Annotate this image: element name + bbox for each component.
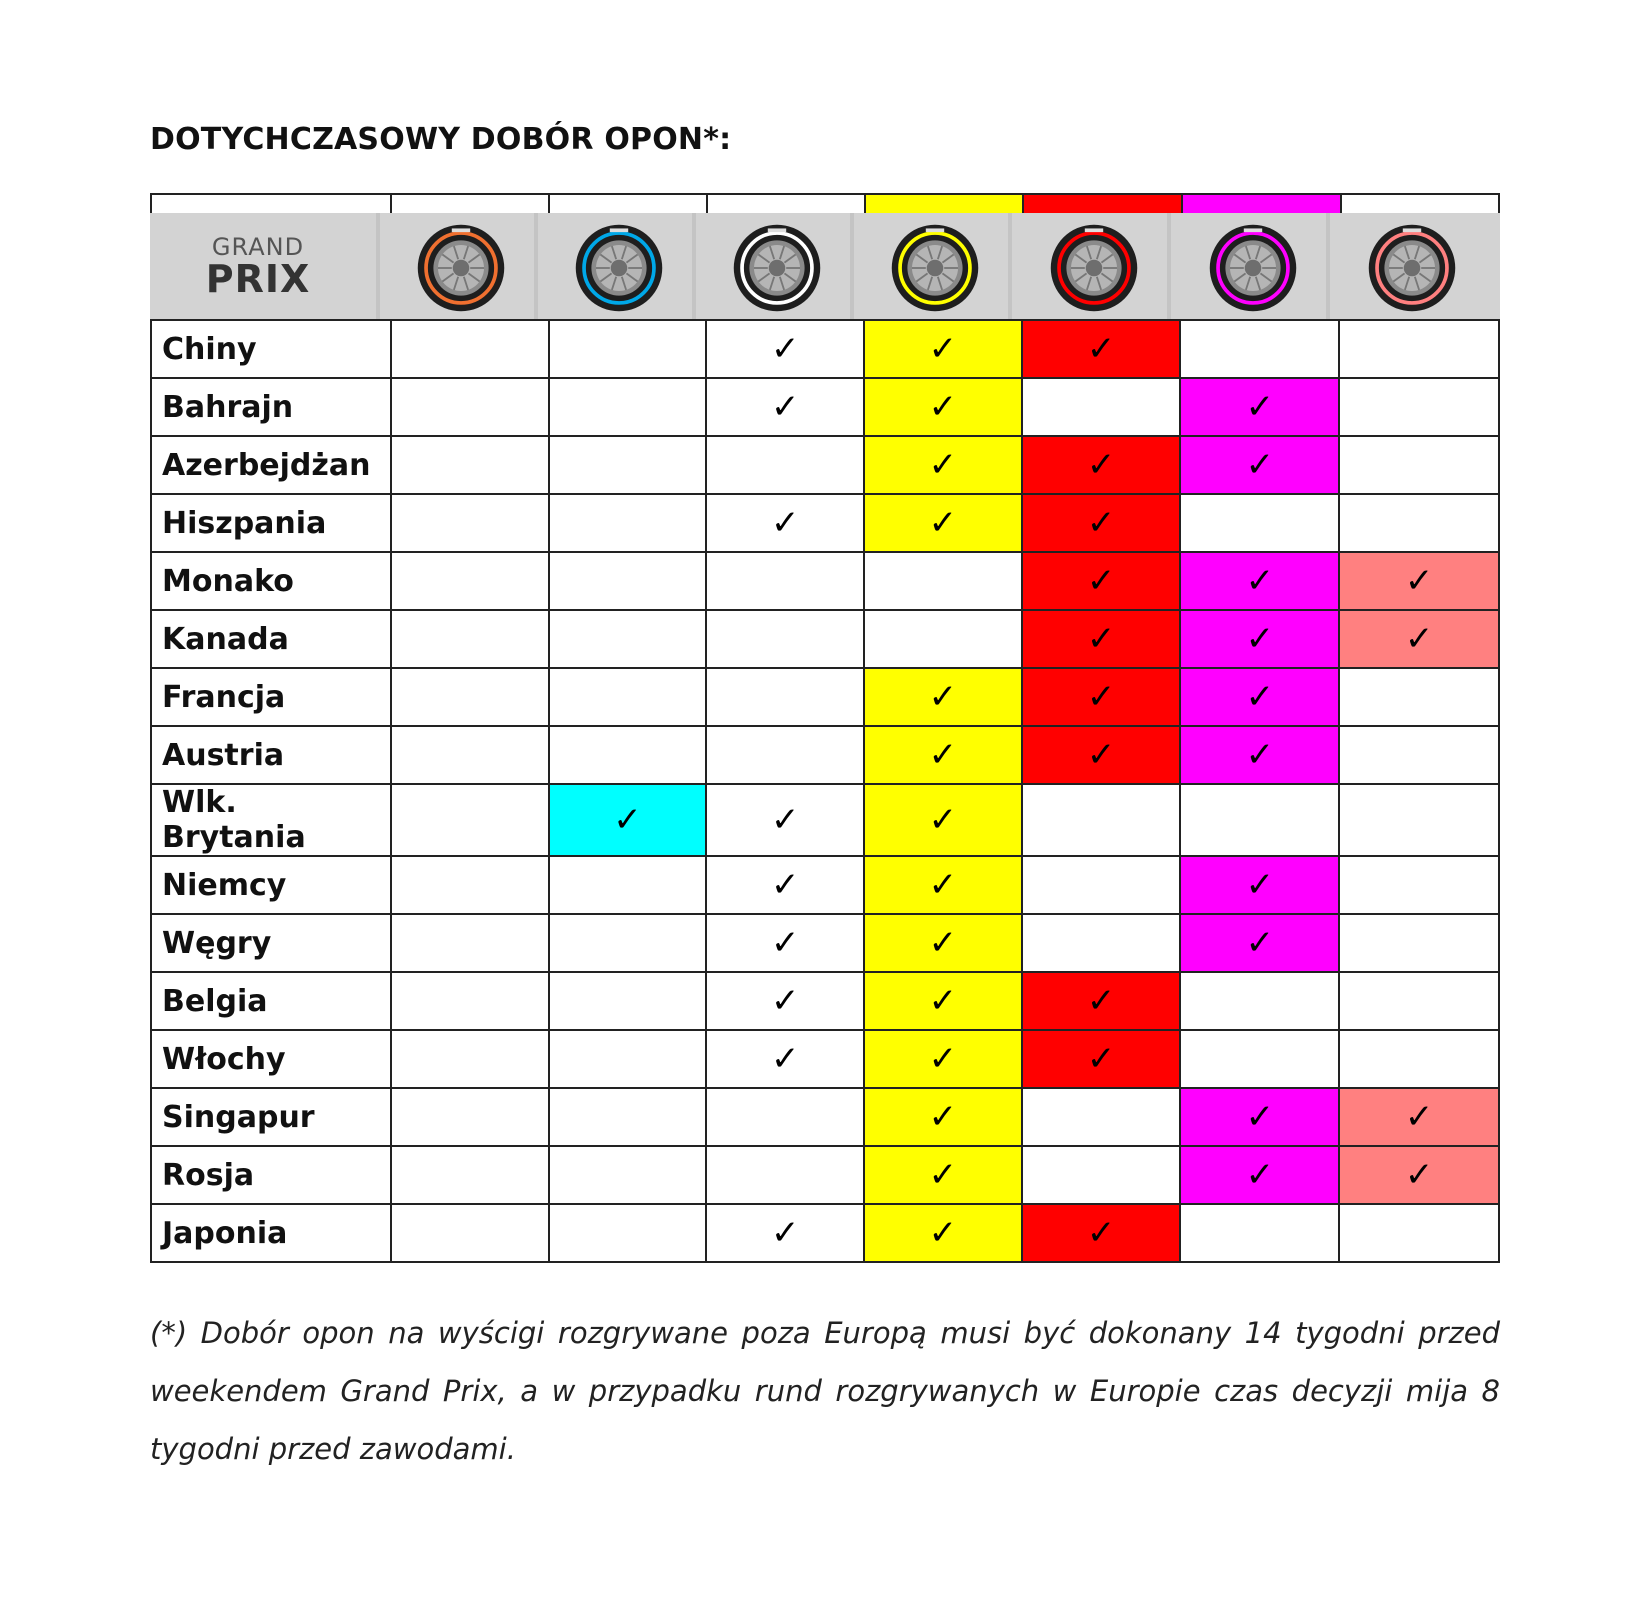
country-cell: Hiszpania bbox=[151, 494, 391, 552]
compound-cell bbox=[1022, 378, 1181, 436]
compound-cell bbox=[1339, 726, 1499, 784]
compound-cell bbox=[391, 914, 549, 972]
check-mark: ✓ bbox=[770, 387, 800, 427]
header-separator bbox=[1008, 213, 1012, 319]
compound-cell bbox=[706, 668, 864, 726]
compound-cell bbox=[391, 436, 549, 494]
compound-cell bbox=[1022, 972, 1181, 1030]
table-row bbox=[151, 784, 1499, 856]
header-separator bbox=[376, 213, 380, 319]
check-mark: ✓ bbox=[1086, 1039, 1116, 1079]
compound-cell bbox=[1022, 784, 1181, 856]
country-cell: Azerbejdżan bbox=[151, 436, 391, 494]
compound-cell bbox=[1339, 494, 1499, 552]
check-mark: ✓ bbox=[1404, 561, 1434, 601]
check-mark: ✓ bbox=[1404, 1155, 1434, 1195]
compound-cell bbox=[864, 610, 1022, 668]
table-row bbox=[151, 726, 1499, 784]
check-mark: ✓ bbox=[770, 1039, 800, 1079]
compound-cell bbox=[864, 320, 1022, 378]
compound-cell bbox=[1339, 784, 1499, 856]
compound-cell bbox=[1022, 1204, 1181, 1262]
compound-cell bbox=[549, 726, 707, 784]
check-mark: ✓ bbox=[1245, 1097, 1275, 1137]
check-mark: ✓ bbox=[770, 923, 800, 963]
compound-cell bbox=[706, 1030, 864, 1088]
compound-cell bbox=[706, 914, 864, 972]
yellow-tyre-icon bbox=[889, 222, 981, 314]
compound-cell bbox=[1339, 1088, 1499, 1146]
check-mark: ✓ bbox=[1245, 735, 1275, 775]
compound-cell bbox=[1180, 320, 1339, 378]
compound-cell bbox=[549, 914, 707, 972]
white-tyre-icon bbox=[731, 222, 823, 314]
compound-cell bbox=[864, 1204, 1022, 1262]
compound-cell bbox=[1339, 552, 1499, 610]
check-mark: ✓ bbox=[770, 800, 800, 840]
red-tyre-icon bbox=[1048, 222, 1140, 314]
compound-cell bbox=[1180, 972, 1339, 1030]
header-strip-cell bbox=[864, 193, 1022, 213]
check-mark: ✓ bbox=[770, 865, 800, 905]
compound-cell bbox=[1180, 784, 1339, 856]
table-row bbox=[151, 494, 1499, 552]
tyre-grid bbox=[150, 319, 1500, 1263]
compound-cell bbox=[706, 436, 864, 494]
country-cell: Monako bbox=[151, 552, 391, 610]
country-cell: Węgry bbox=[151, 914, 391, 972]
compound-cell bbox=[706, 552, 864, 610]
compound-cell bbox=[391, 610, 549, 668]
country-cell: Bahrajn bbox=[151, 378, 391, 436]
compound-cell bbox=[706, 1088, 864, 1146]
compound-cell bbox=[391, 1088, 549, 1146]
page-title: DOTYCHCZASOWY DOBÓR OPON*: bbox=[150, 122, 732, 157]
header-strip-cell bbox=[1340, 193, 1500, 213]
compound-cell bbox=[864, 972, 1022, 1030]
check-mark: ✓ bbox=[928, 329, 958, 369]
compound-cell bbox=[706, 1204, 864, 1262]
compound-cell bbox=[391, 1204, 549, 1262]
compound-cell bbox=[391, 784, 549, 856]
check-mark: ✓ bbox=[1086, 503, 1116, 543]
check-mark: ✓ bbox=[1245, 865, 1275, 905]
compound-cell bbox=[549, 320, 707, 378]
check-mark: ✓ bbox=[1404, 1097, 1434, 1137]
compound-cell bbox=[1339, 610, 1499, 668]
compound-cell bbox=[1022, 1088, 1181, 1146]
check-mark: ✓ bbox=[928, 981, 958, 1021]
compound-cell bbox=[1339, 914, 1499, 972]
compound-cell bbox=[391, 856, 549, 914]
compound-cell bbox=[864, 668, 1022, 726]
table-row bbox=[151, 856, 1499, 914]
compound-cell bbox=[1339, 1030, 1499, 1088]
check-mark: ✓ bbox=[770, 329, 800, 369]
check-mark: ✓ bbox=[1086, 1213, 1116, 1253]
logo-line-1: GRAND bbox=[211, 233, 305, 261]
compound-cell bbox=[864, 856, 1022, 914]
compound-cell bbox=[706, 610, 864, 668]
compound-cell bbox=[549, 668, 707, 726]
header-separator bbox=[1167, 213, 1171, 319]
check-mark: ✓ bbox=[928, 1039, 958, 1079]
compound-cell bbox=[1022, 320, 1181, 378]
header-separator bbox=[850, 213, 854, 319]
compound-cell bbox=[549, 784, 707, 856]
compound-cell bbox=[1022, 856, 1181, 914]
check-mark: ✓ bbox=[1086, 445, 1116, 485]
compound-cell bbox=[706, 972, 864, 1030]
country-cell: Wlk. Brytania bbox=[151, 784, 391, 856]
check-mark: ✓ bbox=[1086, 619, 1116, 659]
logo-line-2: PRIX bbox=[205, 257, 311, 301]
compound-cell bbox=[864, 726, 1022, 784]
check-mark: ✓ bbox=[928, 1155, 958, 1195]
header-top-strip bbox=[150, 193, 1500, 213]
check-mark: ✓ bbox=[1245, 561, 1275, 601]
compound-cell bbox=[1022, 1146, 1181, 1204]
compound-cell bbox=[391, 972, 549, 1030]
header-strip-cell bbox=[390, 193, 548, 213]
table-row bbox=[151, 668, 1499, 726]
compound-cell bbox=[391, 320, 549, 378]
table-row bbox=[151, 610, 1499, 668]
compound-cell bbox=[706, 784, 864, 856]
check-mark: ✓ bbox=[1245, 445, 1275, 485]
compound-cell bbox=[1022, 668, 1181, 726]
compound-cell bbox=[1180, 726, 1339, 784]
compound-cell bbox=[864, 784, 1022, 856]
table-row bbox=[151, 320, 1499, 378]
country-cell: Chiny bbox=[151, 320, 391, 378]
orange-tyre-icon bbox=[415, 222, 507, 314]
compound-cell bbox=[1180, 1146, 1339, 1204]
check-mark: ✓ bbox=[1245, 1155, 1275, 1195]
check-mark: ✓ bbox=[928, 445, 958, 485]
compound-cell bbox=[549, 1146, 707, 1204]
compound-cell bbox=[549, 1030, 707, 1088]
compound-cell bbox=[864, 1088, 1022, 1146]
compound-cell bbox=[1180, 436, 1339, 494]
compound-cell bbox=[391, 378, 549, 436]
check-mark: ✓ bbox=[1245, 387, 1275, 427]
compound-cell bbox=[864, 378, 1022, 436]
check-mark: ✓ bbox=[770, 981, 800, 1021]
compound-cell bbox=[706, 1146, 864, 1204]
check-mark: ✓ bbox=[770, 503, 800, 543]
grand-prix-logo bbox=[150, 213, 366, 319]
table-row bbox=[151, 1146, 1499, 1204]
country-cell: Włochy bbox=[151, 1030, 391, 1088]
check-mark: ✓ bbox=[613, 800, 642, 840]
compound-cell bbox=[706, 320, 864, 378]
compound-cell bbox=[1180, 1204, 1339, 1262]
compound-cell bbox=[549, 378, 707, 436]
compound-cell bbox=[549, 856, 707, 914]
table-row bbox=[151, 1088, 1499, 1146]
compound-cell bbox=[706, 726, 864, 784]
compound-cell bbox=[391, 726, 549, 784]
compound-cell bbox=[391, 1030, 549, 1088]
check-mark: ✓ bbox=[1086, 981, 1116, 1021]
table-row bbox=[151, 552, 1499, 610]
compound-cell bbox=[1339, 320, 1499, 378]
country-cell: Francja bbox=[151, 668, 391, 726]
table-row bbox=[151, 1030, 1499, 1088]
compound-cell bbox=[1339, 1204, 1499, 1262]
check-mark: ✓ bbox=[928, 503, 958, 543]
header-strip-cell bbox=[706, 193, 864, 213]
check-mark: ✓ bbox=[928, 800, 958, 840]
compound-cell bbox=[549, 552, 707, 610]
compound-cell bbox=[391, 668, 549, 726]
country-cell: Kanada bbox=[151, 610, 391, 668]
compound-cell bbox=[1022, 610, 1181, 668]
check-mark: ✓ bbox=[928, 865, 958, 905]
compound-cell bbox=[1022, 1030, 1181, 1088]
purple-tyre-icon bbox=[1207, 222, 1299, 314]
compound-cell bbox=[1180, 610, 1339, 668]
check-mark: ✓ bbox=[1086, 561, 1116, 601]
check-mark: ✓ bbox=[1086, 677, 1116, 717]
compound-cell bbox=[1180, 914, 1339, 972]
check-mark: ✓ bbox=[1245, 619, 1275, 659]
check-mark: ✓ bbox=[1086, 735, 1116, 775]
pink-tyre-icon bbox=[1366, 222, 1458, 314]
compound-cell bbox=[1180, 552, 1339, 610]
compound-cell bbox=[1180, 1030, 1339, 1088]
compound-cell bbox=[549, 610, 707, 668]
check-mark: ✓ bbox=[1086, 329, 1116, 369]
compound-cell bbox=[391, 1146, 549, 1204]
compound-cell bbox=[1022, 494, 1181, 552]
compound-cell bbox=[1022, 436, 1181, 494]
check-mark: ✓ bbox=[1245, 923, 1275, 963]
compound-cell bbox=[864, 552, 1022, 610]
compound-cell bbox=[549, 494, 707, 552]
header-separator bbox=[534, 213, 538, 319]
check-mark: ✓ bbox=[928, 387, 958, 427]
compound-cell bbox=[864, 1146, 1022, 1204]
compound-cell bbox=[1180, 494, 1339, 552]
header-separator bbox=[1326, 213, 1330, 319]
compound-cell bbox=[1339, 436, 1499, 494]
compound-cell bbox=[391, 494, 549, 552]
header-row bbox=[150, 213, 1500, 319]
header-strip-cell bbox=[150, 193, 390, 213]
compound-cell bbox=[1339, 972, 1499, 1030]
check-mark: ✓ bbox=[770, 1213, 800, 1253]
compound-cell bbox=[549, 1088, 707, 1146]
table-row bbox=[151, 914, 1499, 972]
compound-cell bbox=[549, 1204, 707, 1262]
compound-cell bbox=[1022, 552, 1181, 610]
compound-cell bbox=[864, 914, 1022, 972]
compound-cell bbox=[864, 494, 1022, 552]
header-strip-cell bbox=[1022, 193, 1181, 213]
compound-cell bbox=[864, 436, 1022, 494]
compound-cell bbox=[549, 436, 707, 494]
check-mark: ✓ bbox=[1245, 677, 1275, 717]
compound-cell bbox=[1180, 856, 1339, 914]
compound-cell bbox=[1180, 668, 1339, 726]
header-strip-cell bbox=[1181, 193, 1340, 213]
compound-cell bbox=[1180, 1088, 1339, 1146]
compound-cell bbox=[1339, 378, 1499, 436]
check-mark: ✓ bbox=[928, 735, 958, 775]
compound-cell bbox=[1339, 1146, 1499, 1204]
compound-cell bbox=[706, 378, 864, 436]
table-row bbox=[151, 972, 1499, 1030]
compound-cell bbox=[1339, 856, 1499, 914]
check-mark: ✓ bbox=[1404, 619, 1434, 659]
header-strip-cell bbox=[548, 193, 706, 213]
compound-cell bbox=[549, 972, 707, 1030]
header-separator bbox=[692, 213, 696, 319]
table-row bbox=[151, 378, 1499, 436]
compound-cell bbox=[706, 494, 864, 552]
check-mark: ✓ bbox=[928, 1213, 958, 1253]
country-cell: Belgia bbox=[151, 972, 391, 1030]
country-cell: Singapur bbox=[151, 1088, 391, 1146]
compound-cell bbox=[1022, 726, 1181, 784]
country-cell: Austria bbox=[151, 726, 391, 784]
check-mark: ✓ bbox=[928, 677, 958, 717]
check-mark: ✓ bbox=[928, 1097, 958, 1137]
country-cell: Japonia bbox=[151, 1204, 391, 1262]
footnote: (*) Dobór opon na wyścigi rozgrywane poza Europą musi być dokonany 14 tygodni przed weekendem Grand Prix, a w przypadku rund rozgrywanych w Europie czas decyzji mija 8 tygodni przed zawodami. bbox=[150, 1316, 1500, 1466]
check-mark: ✓ bbox=[928, 923, 958, 963]
country-cell: Niemcy bbox=[151, 856, 391, 914]
compound-cell bbox=[1180, 378, 1339, 436]
country-cell: Rosja bbox=[151, 1146, 391, 1204]
compound-cell bbox=[706, 856, 864, 914]
compound-cell bbox=[1339, 668, 1499, 726]
table-row bbox=[151, 1204, 1499, 1262]
compound-cell bbox=[1022, 914, 1181, 972]
blue-tyre-icon bbox=[573, 222, 665, 314]
table-row bbox=[151, 436, 1499, 494]
compound-cell bbox=[391, 552, 549, 610]
compound-cell bbox=[864, 1030, 1022, 1088]
